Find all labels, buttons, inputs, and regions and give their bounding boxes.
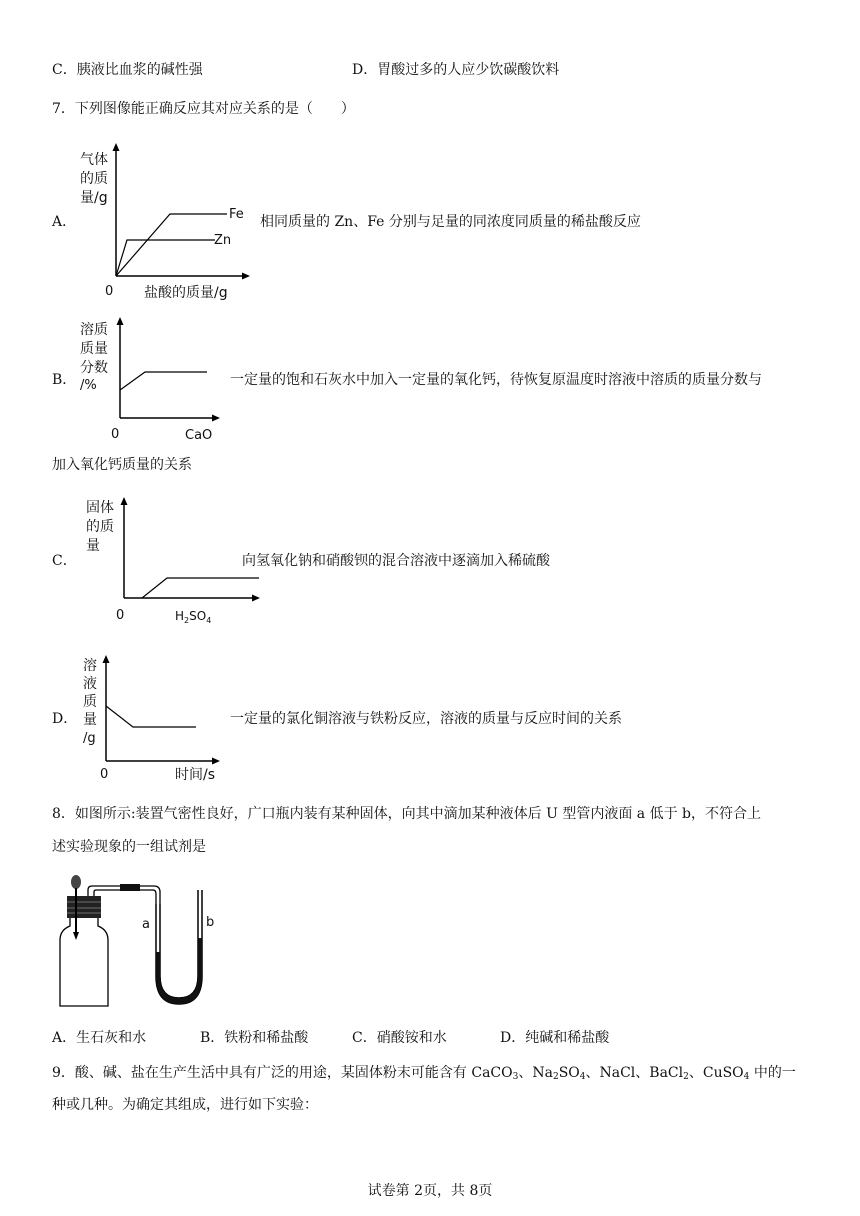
- dropper-bulb: [71, 875, 81, 889]
- solid-mass-line: [142, 578, 259, 598]
- graph-c-ylabel-2: 的质: [86, 519, 114, 535]
- graph-d-ylabel-2: 液: [83, 676, 97, 692]
- graph-c-ylabel-1: 固体: [86, 500, 114, 516]
- graph-c-origin: 0: [116, 608, 125, 623]
- fe-label: Fe: [229, 207, 244, 222]
- q7-option-b-desc: 一定量的饱和石灰水中加入一定量的氧化钙，待恢复原温度时溶液中溶质的质量分数与: [230, 372, 762, 388]
- q8-option-c: C．硝酸铵和水: [352, 1030, 447, 1046]
- mass-fraction-line: [120, 372, 207, 390]
- q7-option-c-letter: C．: [52, 553, 77, 569]
- rubber-tube-connector: [120, 884, 140, 891]
- graph-d-ylabel-5: /g: [83, 731, 96, 746]
- q7-option-d-letter: D．: [52, 711, 78, 727]
- graph-b-xlabel: CaO: [185, 428, 213, 443]
- label-a: a: [142, 917, 150, 932]
- q8-option-b: B．铁粉和稀盐酸: [200, 1030, 309, 1046]
- graph-b-ylabel-4: /%: [80, 378, 97, 393]
- q8-stem-line1: 8．如图所示:装置气密性良好，广口瓶内装有某种固体，向其中滴加某种液体后 U 型管内液面 a 低于 b，不符合上: [52, 806, 761, 822]
- q7-graph-a: [75, 140, 260, 305]
- graph-c-ylabel-3: 量: [86, 538, 100, 554]
- graph-a-ylabel-1: 气体: [80, 152, 108, 168]
- q6-option-d: D．胃酸过多的人应少饮碳酸饮料: [352, 62, 560, 78]
- u-tube: [156, 890, 202, 1004]
- graph-b-ylabel-2: 质量: [80, 341, 108, 357]
- graph-a-xlabel: 盐酸的质量/g: [144, 285, 228, 301]
- zn-line: [116, 240, 215, 276]
- label-b: b: [206, 915, 215, 930]
- graph-c-xlabel: $H_2SO_4$: [175, 609, 212, 625]
- rubber-stopper: [67, 896, 101, 918]
- q9-stem-line2: 种或几种。为确定其组成，进行如下实验：: [52, 1097, 318, 1113]
- graph-d-ylabel-4: 量: [83, 712, 97, 728]
- page-footer: 试卷第 2页，共 8页: [367, 1183, 493, 1199]
- q8-stem-line2: 述实验现象的一组试剂是: [52, 839, 206, 855]
- graph-a-ylabel-2: 的质: [80, 171, 108, 187]
- q7-option-d-desc: 一定量的氯化铜溶液与铁粉反应，溶液的质量与反应时间的关系: [230, 711, 622, 727]
- graph-d-xlabel: 时间/s: [175, 767, 216, 783]
- u-tube-liquid: [156, 938, 202, 1004]
- graph-a-ylabel-3: 量/g: [80, 190, 108, 206]
- graph-d-origin: 0: [100, 767, 109, 782]
- q7-option-c-desc: 向氢氧化钠和硝酸钡的混合溶液中逐滴加入稀硫酸: [242, 553, 550, 569]
- q7-graph-b: [75, 312, 225, 447]
- q8-option-a: A．生石灰和水: [52, 1030, 147, 1046]
- graph-a-origin: 0: [105, 284, 114, 299]
- q7-graph-d: [75, 650, 225, 785]
- graph-b-origin: 0: [111, 427, 120, 442]
- solution-mass-line: [106, 706, 196, 727]
- graph-d-ylabel-3: 质: [83, 694, 97, 710]
- q7-stem: 7．下列图像能正确反应其对应关系的是（ ）: [52, 101, 355, 117]
- q7-option-b-letter: B．: [52, 372, 77, 388]
- q7-option-b-desc-cont: 加入氧化钙质量的关系: [52, 457, 192, 473]
- q8-option-d: D．纯碱和稀盐酸: [500, 1030, 610, 1046]
- q9-stem-line1: 9．酸、碱、盐在生产生活中具有广泛的用途，某固体粉末可能含有 CaCO$_3$、$Na_2SO_4$、NaCl、BaCl$_2$、CuSO$_4$ 中的一: [52, 1065, 796, 1082]
- zn-label: Zn: [214, 233, 232, 248]
- wide-mouth-bottle: [60, 916, 108, 1006]
- q7-option-a-letter: A．: [52, 214, 77, 230]
- q8-apparatus-diagram: [50, 868, 230, 1013]
- graph-b-ylabel-3: 分数: [80, 360, 108, 376]
- fe-line: [116, 214, 227, 276]
- q7-graph-c: [75, 492, 265, 627]
- q6-option-c: C．胰液比血浆的碱性强: [52, 62, 203, 78]
- graph-b-ylabel-1: 溶质: [80, 322, 108, 338]
- q7-option-a-desc: 相同质量的 Zn、Fe 分别与足量的同浓度同质量的稀盐酸反应: [260, 214, 641, 230]
- graph-d-ylabel-1: 溶: [83, 658, 97, 674]
